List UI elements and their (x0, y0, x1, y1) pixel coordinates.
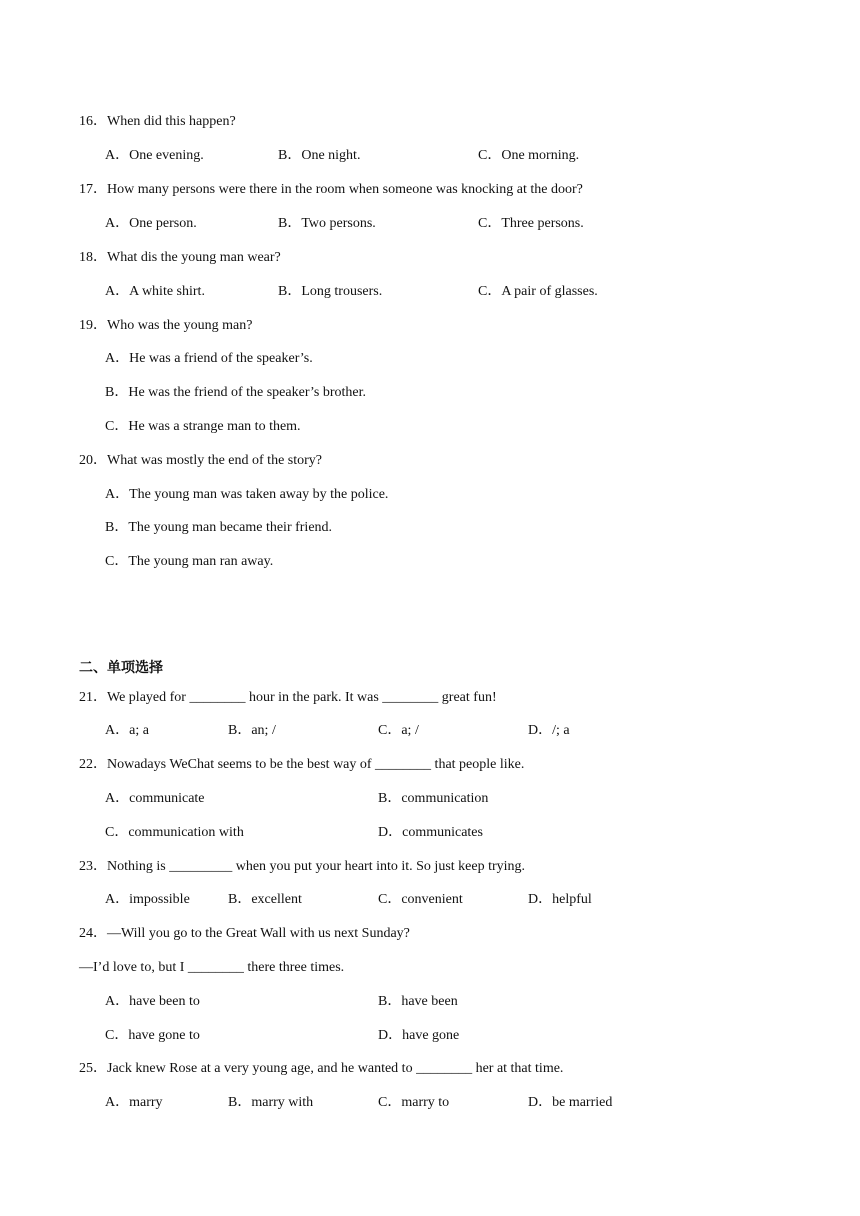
question-20-option-a: A．The young man was taken away by the police. (105, 487, 389, 502)
question-18-option-c: C．A pair of glasses. (478, 284, 598, 299)
question-24-option-d: D．have gone (378, 1028, 460, 1043)
question-21-option-c: C．a; / (378, 723, 419, 738)
question-19-option-a: A．He was a friend of the speaker’s. (105, 351, 313, 366)
question-19-option-b: B．He was the friend of the speaker’s brother. (105, 385, 366, 400)
question-16-stem: 16．When did this happen? (79, 114, 236, 129)
question-25-option-d: D．be married (528, 1095, 613, 1110)
question-24-stem: 24．—Will you go to the Great Wall with us next Sunday? (79, 926, 410, 941)
question-20-option-c: C．The young man ran away. (105, 554, 274, 569)
question-25-option-c: C．marry to (378, 1095, 450, 1110)
question-23-option-a: A．impossible (105, 892, 190, 907)
question-19-stem: 19．Who was the young man? (79, 318, 253, 333)
question-21-option-d: D．/; a (528, 723, 570, 738)
question-22-option-a: A．communicate (105, 791, 205, 806)
question-18-option-a: A．A white shirt. (105, 284, 205, 299)
question-22-stem: 22．Nowadays WeChat seems to be the best way of ________ that people like. (79, 757, 525, 772)
question-17-stem: 17．How many persons were there in the room when someone was knocking at the door? (79, 182, 583, 197)
question-23-stem: 23．Nothing is _________ when you put your heart into it. So just keep trying. (79, 859, 526, 874)
question-17-option-b: B．Two persons. (278, 216, 376, 231)
question-23-option-d: D．helpful (528, 892, 592, 907)
question-16-option-c: C．One morning. (478, 148, 580, 163)
question-16-option-a: A．One evening. (105, 148, 204, 163)
question-24-option-c: C．have gone to (105, 1028, 200, 1043)
question-25-stem: 25．Jack knew Rose at a very young age, and he wanted to ________ her at that time. (79, 1061, 564, 1076)
question-21-stem: 21．We played for ________ hour in the park. It was ________ great fun! (79, 690, 497, 705)
question-22-option-b: B．communication (378, 791, 489, 806)
question-24-option-a: A．have been to (105, 994, 200, 1009)
question-24-stem-reply: —I’d love to, but I ________ there three times. (79, 960, 345, 975)
question-20-option-b: B．The young man became their friend. (105, 520, 333, 535)
question-18-option-b: B．Long trousers. (278, 284, 383, 299)
question-21-option-a: A．a; a (105, 723, 149, 738)
question-20-stem: 20．What was mostly the end of the story? (79, 453, 323, 468)
question-25-option-b: B．marry with (228, 1095, 314, 1110)
question-19-option-c: C．He was a strange man to them. (105, 419, 301, 434)
question-16-option-b: B．One night. (278, 148, 361, 163)
section-title: 二、单项选择 (79, 660, 163, 676)
question-17-option-a: A．One person. (105, 216, 197, 231)
question-23-option-b: B．excellent (228, 892, 302, 907)
question-22-option-c: C．communication with (105, 825, 244, 840)
question-25-option-a: A．marry (105, 1095, 163, 1110)
question-18-stem: 18．What dis the young man wear? (79, 250, 281, 265)
question-22-option-d: D．communicates (378, 825, 483, 840)
question-17-option-c: C．Three persons. (478, 216, 584, 231)
question-24-option-b: B．have been (378, 994, 458, 1009)
question-21-option-b: B．an; / (228, 723, 276, 738)
question-23-option-c: C．convenient (378, 892, 463, 907)
